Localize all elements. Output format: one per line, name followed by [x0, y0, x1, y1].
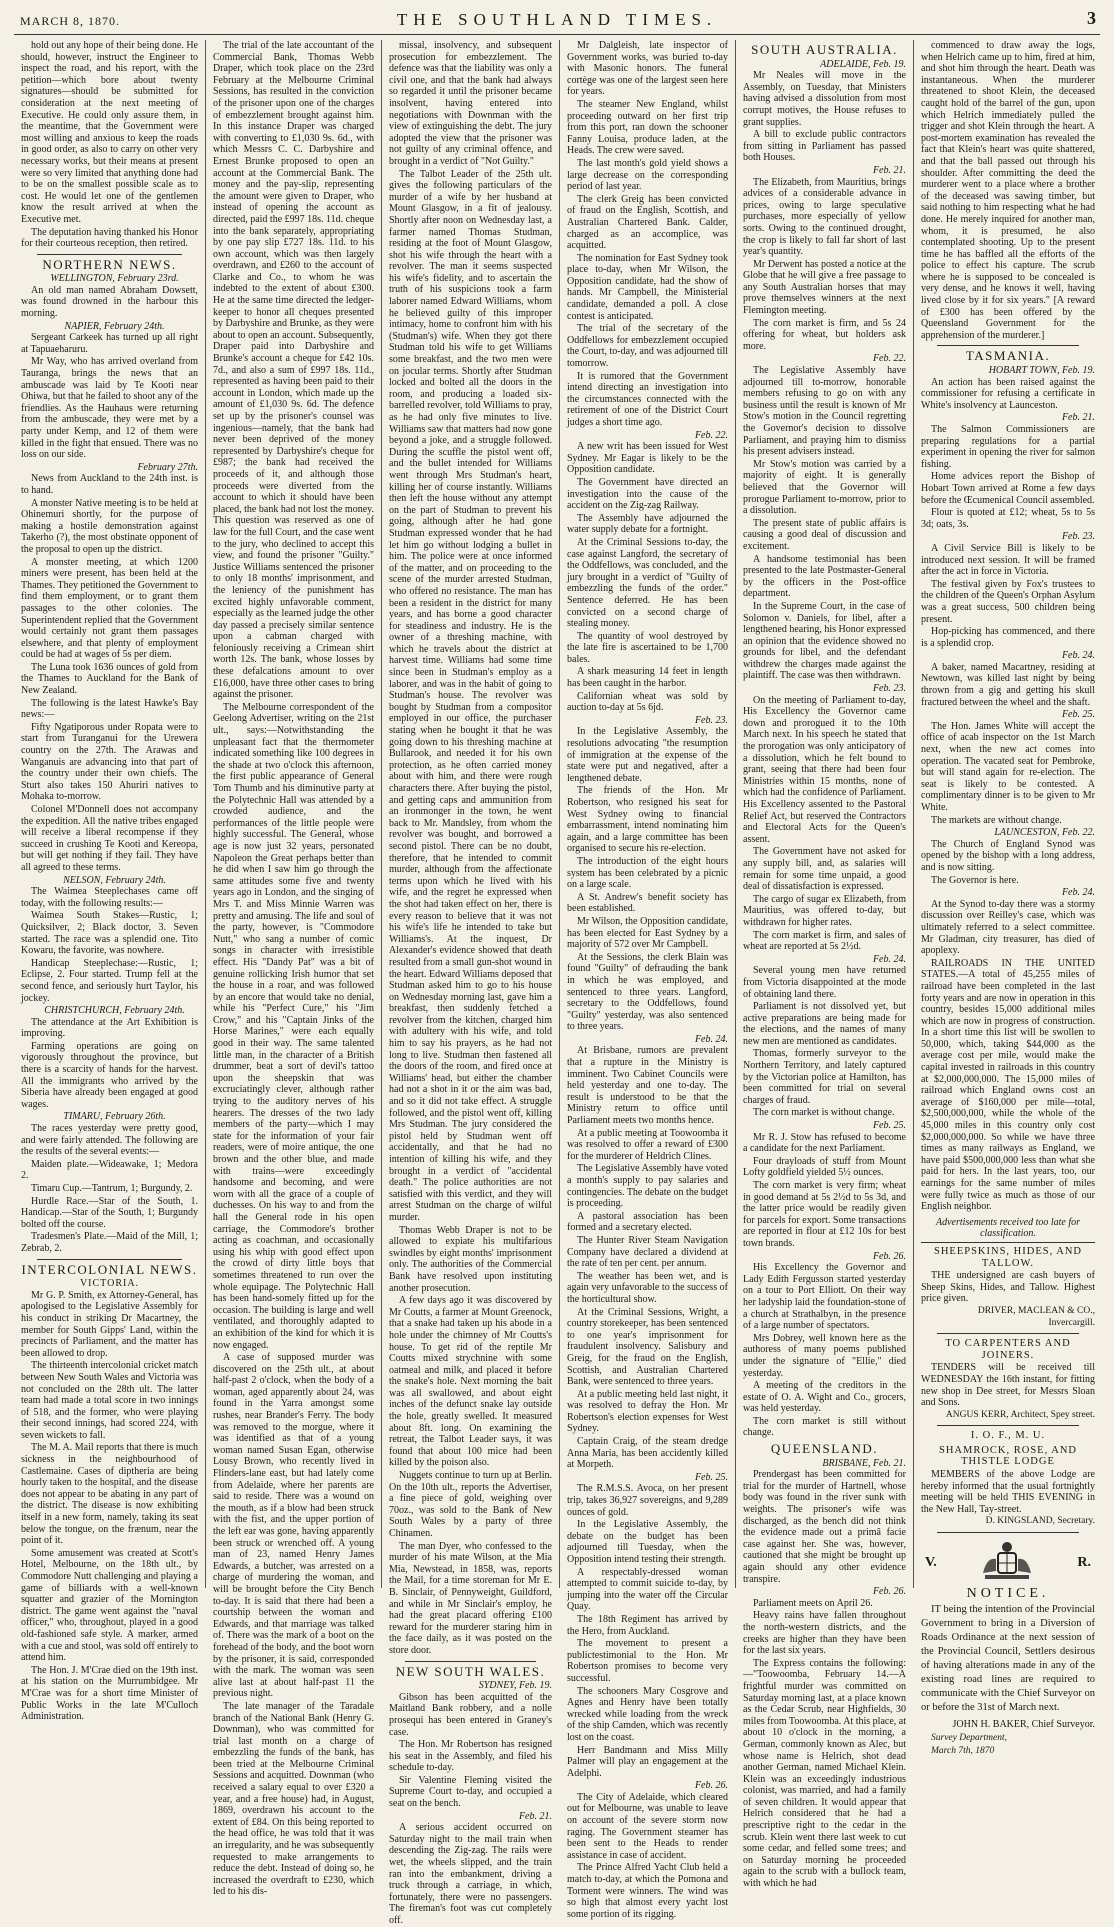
- article-paragraph: Mr Neales will move in the Assembly, on Tuesday, that Ministers having advised a dissolution from most corrupt motives, the House refuses to grant supplies.: [743, 70, 906, 128]
- article-paragraph: A serious accident occurred on Saturday night to the mail train when descending the Zig-zag. The rails were wet, the wheels slipped, and the train ran into the embankment, driving a truck through a carriage, in which, fortunately, there were no passengers. The fireman's foot was cut completely off.: [389, 1822, 552, 1926]
- article-paragraph: Heavy rains have fallen throughout the north-western districts, and the creeks are higher than they have been for the last six years.: [743, 1610, 906, 1657]
- article-paragraph: The Legislative Assembly have adjourned till to-morrow, honorable members refusing to go on with any business until the result is known of Mr Stow's motion in the Council regretting the Governor's decision to dissolve Parliament, and praying him to dismiss his present advisers instead.: [743, 365, 906, 458]
- article-paragraph: Mr R. J. Stow has refused to become a candidate for the next Parliament.: [743, 1131, 906, 1155]
- dateline: Feb. 21.: [872, 164, 906, 176]
- article-paragraph: Gibson has been acquitted of the Maitland Bank robbery, and a nolle prosequi has been entered in Graney's case.: [389, 1691, 552, 1738]
- article-paragraph: In the Supreme Court, in the case of Solomon v. Daniels, for libel, after a lengthened hearing, his Honor expressed an opinion that the evidence showed no grounds for libel, and the defendant withdrew the charges made against the plaintiff. The case was then withdrawn.: [743, 600, 907, 682]
- dateline: SYDNEY, Feb. 19.: [478, 1680, 552, 1692]
- article-paragraph: The Elizabeth, from Mauritius, brings advices of a considerable advance in prices, owing to large speculative purchases, more especially of yellow sorts. Owing to the continued drought, the crop is likely to fall far short of last year's quantity.: [743, 176, 906, 258]
- dateline: Feb. 25.: [694, 1471, 728, 1483]
- section-divider: [37, 254, 182, 255]
- column-2: [206, 40, 382, 1898]
- late-advertisements-heading: Advertisements received too late for classification.: [921, 1217, 1095, 1243]
- column-4: [560, 40, 736, 1920]
- article-paragraph: Mr G. P. Smith, ex Attorney-General, has apologised to the Legislative Assembly for his conduct in striking Dr Macartney, the member for South Gipps' Land, within the precincts of Parliament, and the matter has been allowed to drop.: [21, 1289, 198, 1359]
- dateline: NAPIER, February 24th.: [64, 320, 165, 332]
- article-paragraph: Timaru Cup.—Tantrum, 1; Burgundy, 2.: [31, 1183, 193, 1194]
- article-paragraph: Some amusement was created at Scott's Hotel, Melbourne, on the 18th ult., by Commodore Nutt challenging and playing a game of billiards with a well-known squatter and grazier of the Mornington district. The game went against the "naval officer," who, throughout, played in a good old-fashioned safe style. A marker, armed with a cue and stool, was sold off entirely to attend him.: [21, 1547, 199, 1664]
- article-paragraph: The quantity of wool destroyed by the late fire is ascertained to be 1,700 bales.: [567, 630, 728, 665]
- article-paragraph: Mr Derwent has posted a notice at the Globe that he will give a free passage to any South Australian horses that may prove themselves winners at the next Flemington meeting.: [743, 258, 906, 317]
- ad-title-oddfellows: I. O. F., M. U.: [970, 1430, 1046, 1442]
- article-paragraph: The present state of public affairs is causing a good deal of discussion and excitement.: [743, 517, 906, 552]
- article-paragraph: Handicap Steeplechase:—Rustic, 1; Eclipse, 2. Four started. Trump fell at the second fence, and seriously hurt Taylor, his jockey.: [21, 957, 198, 1004]
- royal-coat-of-arms-icon: [977, 1539, 1037, 1586]
- article-paragraph: At the Sessions, the clerk Blain was found "Guilty" of defrauding the bank in which he was employed, and sentenced to three years. Langford, secretary to the Oddfellows, found "Guilty" yesterday, was also sentenced to three years.: [567, 951, 728, 1033]
- column-1: [14, 40, 206, 1723]
- article-paragraph: In the Legislative Assembly, the debate on the budget has been adjourned till Tuesday, when the Opposition intend testing their strength.: [567, 1519, 728, 1565]
- article-paragraph: At the Synod to-day there was a stormy discussion over Reilley's case, which was ultimately referred to a select committee. Mr Gladman, city treasurer, has died of apoplexy.: [921, 898, 1095, 957]
- dateline: Feb. 24.: [1061, 887, 1095, 899]
- article-paragraph: The Hunter River Steam Navigation Company have declared a dividend at the rate of ten per cent. per annum.: [567, 1234, 728, 1270]
- article-paragraph: Thomas, formerly surveyor to the Northern Territory, and lately captured by the Victorian police at Hamilton, has been committed for trial on several charges of fraud.: [743, 1048, 906, 1106]
- article-paragraph: At the Criminal Sessions, Wright, a country storekeeper, has been sentenced to one year's imprisonment for fraudulent insolvency. Salisbury and Greig, for the fraud on the English, Scottish, and Australian Chartered Bank, were sentenced to three years.: [567, 1306, 728, 1388]
- article-paragraph: The City of Adelaide, which cleared out for Melbourne, was unable to leave on account of the severe storm now raging. The Government steamer has been sent to the Heads to render assistance in case of accident.: [567, 1791, 728, 1861]
- dateline: Feb. 26.: [694, 1780, 728, 1792]
- ad-subtitle-lodge: SHAMROCK, ROSE, AND THISTLE LODGE: [938, 1444, 1078, 1468]
- article-paragraph: The Government have directed an investigation into the cause of the accident on the Zig-zag Railway.: [567, 476, 728, 512]
- article-paragraph: The Talbot Leader of the 25th ult. gives the following particulars of the murder of a wife by her husband at Mount Glasgow, in a fit of jealousy. Shortly after noon on Wednesday last, a farmer named Thomas Studman, residing at the foot of Mount Glasgow, shot his wife through the heart with a revolver. The man it seems suspected his wife's fidelity, and to ascertain the truth of his suspicions took a farm laborer named Edward Williams, whom he believed guilty of this improper intimacy, home to confront him with his (Studman's) wife. When they got there Studman told his wife to get Williams some breakfast, and the two men were on jocular terms. Shortly after Studman locked and bolted all the doors in the room, and producing a loaded six-barrelled revolver, told Williams to pray, as he had only five minutes to live. Williams saw that matters had now gone beyond a joke, and a struggle followed. During the scuffle the pistol went off, and the bullet intended for Williams went through Mrs Studman's heart, killing her of course instantly. Williams then left the house without any attempt on the part of Studman to prevent his going, although after he had gone Studman expressed wonder that he had let him go without lodging a bullet in him. The police were at once informed of the matter, and on proceeding to the scene of the murder arrested Studman, who offered no resistance. The man has been a resident in the district for many years, and has borne a good character for steadiness and industry. He is the owner of a threshing machine, with which he travels about the district at harvest time. Williams had some time since been in Studman's employ as a laborer, and was in the habit of going to Studman's house. The revolver was bought by Studman from a compositor employed in our office, the purchaser stating when he bought it that he was going down to his threshing machine at Bullarook, and needed it for his own protection, as he often carried money about with him, and there were rough characters there. After buying the pistol, and getting caps and ammunition from an ironmonger in the town, he went back to Mr. Mandsley, from whom the revolver was bought, and borrowed a second pistol. There can be no doubt, therefore, that he intended to commit murder, although from the affectionate terms upon which he lived with his wife, and the regret he expressed when the shot had taken effect on her, there is every reason to believe that it was not his wife's life he intended to take but Williams's. At the inquest, Dr Alexander's evidence showed that death resulted from a small gun-shot wound in the heart. Edward Williams deposed that Studman asked him to go to his house on Wednesday morning last, gave him a breakfast, then suddenly fetched a revolver from the kitchen, charged him with adultery with his wife, and told him to say his prayers, as he had not long to live. Studman then fastened all the doors of the room, and fired once at Williams' head, but either the chamber had not a shot in it or the aim was bad, and so it did not take effect. A struggle followed, and the pistol went off, killing Mrs Studman. The jury considered the pistol held by Studman went off accidentally, and that he had no intention of killing his wife, and they brought in a verdict of "accidental death." The police authorities are not satisfied with this verdict, and they will arrest Studman on the charge of wilful murder.: [389, 168, 552, 1223]
- article-paragraph: A handsome testimonial has been presented to the late Postmaster-General by the officers in the Post-office department.: [743, 553, 906, 600]
- dateline: Feb. 25.: [1061, 709, 1095, 721]
- dateline: Feb. 24.: [1061, 650, 1095, 662]
- newspaper-columns: [14, 40, 1102, 1926]
- article-paragraph: The Government have not asked for any supply bill, and, as salaries will remain for some time unpaid, a good deal of dissatisfaction is expressed.: [743, 846, 906, 893]
- article-paragraph: The Assembly have adjourned the water supply debate for a fortnight.: [567, 512, 728, 536]
- article-paragraph: The Melbourne correspondent of the Geelong Advertiser, writing on the 21st ult., says:—Notwithstanding the unpleasant fact that the thermometer indicated something like 100 degrees in the shade at two o'clock this afternoon, the first public appearance of General Tom Thumb and his diminutive party at the Polytechnic Hall was attended by a crowded audience, and the performances of the little people were highly successful. The General, whose age is now just 32 years, personated Napoleon the Great perhaps better than he did when I saw him go through the same attitudes some five and twenty years ago in London, and the singing of Mrs T. and Miss Minnie Warren was pretty and amusing. The life and soul of the party, however, is "Commodore Nutt," who sang a number of comic songs in character with irresistible effect. His "Dandy Pat" was a bit of genuine rollicking Irish humor that set the house in a roar, and was followed by an encore that would take no denial, while his "Perfect Cure," his "Jim Crow," and his "Captain Jinks of the Horse Marines," were each equally good in their way. The same talented little man, in the character of a British drummer, beat a sort of devil's tattoo upon the sheepskin that was excruciatingly clever, although rather trying to the auditory nerves of his hearers. The dresses of the two lady members of the party—which I may state for the information of your fair readers, were of moire antique, the one brown and the other blue, and made with trains—were exceedingly handsome and becoming, and were worn with all the grace of a couple of duchesses. On his way to and from the hall the General rode in his open carriage, the Commodore's brother acting as coachman, and occasionally using his whip with good effect upon the crowd of dirty little boys that sometimes threatened to run over the whole equipage. The Polytechnic Hall has been hand-somely fitted up for the occasion. The building is large and well ventilated, and thoroughly adapted to an exhibition of the kind for which it is now engaged.: [213, 701, 374, 1351]
- article-paragraph: An old man named Abraham Dowsett, was found drowned in the harbour this morning.: [21, 284, 198, 320]
- section-divider: [37, 1259, 182, 1260]
- article-paragraph: The races yesterday were pretty good, and were fairly attended. The following are the results of the several events:—: [21, 1123, 198, 1158]
- article-paragraph: The Salmon Commissioners are preparing regulations for a partial experiment in opening the river for salmon fishing.: [921, 424, 1095, 470]
- article-paragraph: The Prince Alfred Yacht Club held a match to-day, at which the Pomona and Torment were winners. The wind was so high that almost every yacht lost some portion of its rigging.: [567, 1862, 728, 1920]
- masthead: [14, 4, 1100, 35]
- article-paragraph: Home advices report the Bishop of Hobart Town arrived at Rome a few days before the Œcumenical Council assembled.: [921, 471, 1095, 506]
- article-paragraph: A pastoral association has been formed and a secretary elected.: [567, 1210, 728, 1234]
- article-paragraph: The last month's gold yield shows a large decrease on the corresponding period of last year.: [567, 157, 728, 193]
- article-paragraph: A new writ has been issued for West Sydney. Mr Eagar is likely to be the Opposition candidate.: [567, 441, 728, 476]
- article-paragraph: The Express contains the following:—"Toowoomba, February 14.—A frightful murder was committed on Saturday morning last, at a place known as the Cedar Scrub, near Highfields, 30 miles from Toowoomba. At this place, at about 10 o'clock in the morning, a German, commonly known as Alec, but whose name is Helrich, shot dead another German, named Michael Klein. Klein was an exceedingly industrious colonist, was married, and had a family of seven children. It would appear that Helrich considered that he had a prescriptive right to the cedar in the scrub. Klein went there last week to cut some cedar, and felled some trees; and on Saturday morning he proceeded again to the scrub with a bullock team, with which he had: [743, 1657, 906, 1890]
- article-paragraph: News from Auckland to the 24th inst. is to hand.: [21, 473, 198, 496]
- column-3: [382, 40, 560, 1926]
- dateline: LAUNCESTON, Feb. 22.: [994, 827, 1095, 839]
- article-paragraph: A meeting of the creditors in the estate of O. A. Wight and Co., grocers, was held yesterday.: [743, 1380, 906, 1415]
- article-paragraph: Tradesmen's Plate.—Maid of the Mill, 1; Zebrab, 2.: [21, 1231, 198, 1254]
- newspaper-title: THE SOUTHLAND TIMES.: [396, 10, 718, 29]
- article-paragraph: The 18th Regiment has arrived by the Hero, from Auckland.: [567, 1613, 728, 1637]
- dateline: Feb. 22.: [872, 353, 906, 365]
- section-divider: [405, 1661, 536, 1662]
- section-heading-queensland: QUEENSLAND.: [770, 1441, 879, 1457]
- ad-body: TENDERS will be received till WEDNESDAY the 16th instant, for fitting new shop in Dee street, for Messrs Sloan and Sons.: [921, 1362, 1095, 1409]
- article-paragraph: Flour is quoted at £12; wheat, 5s to 5s 3d; oats, 3s.: [921, 507, 1095, 530]
- article-paragraph: The markets are without change.: [931, 814, 1062, 826]
- article-paragraph: The Waimea Steeplechases came off today, with the following results:—: [21, 886, 198, 909]
- ad-body: MEMBERS of the above Lodge are hereby informed that the usual fortnightly meeting will be held THIS EVENING in the New Hall, Tay-street.: [921, 1469, 1095, 1515]
- article-paragraph: Waimea South Stakes—Rustic, 1; Quicksilver, 2; Black doctor, 3. Seven started. The race was a splendid one. Tito Kowaru, the favorite, was nowhere.: [21, 910, 198, 957]
- article-paragraph: The friends of the Hon. Mr Robertson, who resigned his seat for West Sydney owing to financial embarrassment, intend nominating him again, and a large committee has been organised to secure his re-election.: [567, 785, 728, 855]
- article-paragraph: The Hon. James White will accept the office of acab inspector on the 1st March next, when the new act comes into operation. The vacated seat for Pembroke, but will stand again for re-election. The seat is likely to be contested. A complimentary dinner is to be given to Mr White.: [921, 720, 1095, 813]
- article-paragraph: RAILROADS IN THE UNITED STATES.—A total of 45,255 miles of railroad have been completed in the last forty years and are now in operation in this country, besides 15,000 additional miles which are now in progress of construction. In a short time this list will be swollen to 50,000, which, taking $44,000 as the average cost per mile, would make the capital invested in railroads in this country at $2,000,000,000. The 15,000 miles of railroad which England owns cost an average of $160,000 per mile—total, $2,500,000,000, while the whole of the 45,000 miles in this country only cost $2,000,000,000. So while we have three times as many railways as England, we have paid $500,000,000 less than what she paid for hers. In the last years, too, our earnings for the same number of miles were fully twice as much as those of our English neighbor.: [921, 957, 1095, 1213]
- article-paragraph: hold out any hope of their being done. He should, however, instruct the Engineer to inspect the road, and his report, with the petition—which bore about twenty signatures—should be submitted for consideration at the next meeting of Executive. He could only assure them, in the meantime, that the Government were most willing and anxious to keep the roads in good order, as also to carry on other very necessary works, but their means at present were so very limited that anything done had to be on the smallest possible scale as to cost. He would let one of the gentlemen know the result arrived at when the Executive met.: [21, 40, 198, 225]
- section-heading-south-australia: SOUTH AUSTRALIA.: [751, 42, 898, 57]
- dateline: NELSON, February 24th.: [63, 874, 166, 886]
- dateline: Feb. 26.: [872, 1250, 906, 1262]
- section-heading-intercolonial-news: INTERCOLONIAL NEWS.: [21, 1261, 198, 1277]
- article-paragraph: A monster Native meeting is to be held at Ohinemuri shortly, for the purpose of making a hostile demonstration against Takerho (?), the most obstinate opponent of the proposal to open up the district.: [21, 497, 198, 555]
- article-paragraph: The trial of the secretary of the Oddfellows for embezzlement occupied the Court, to-day, and was adjourned till tomorrow.: [567, 323, 728, 370]
- article-paragraph: Captain Craig, of the steam dredge Anna Maria, has been accidently killed at Morpeth.: [567, 1436, 728, 1471]
- notice-title: NOTICE.: [966, 1585, 1050, 1601]
- crest-letter-left: V.: [925, 1554, 937, 1570]
- dateline: WELLINGTON, February 23rd.: [50, 273, 179, 285]
- article-paragraph: Fifty Ngatiporous under Ropata were to start from Turanganui for the Urewera country on the 27th. The Arawas and Wanganuis are advancing into that part of the country under their own chiefs. The Sturt also takes 150 Ahuriri natives to Mohaka to-morrow.: [21, 721, 198, 803]
- dateline: Feb. 22.: [694, 429, 728, 441]
- dateline: HOBART TOWN, Feb. 19.: [988, 365, 1095, 377]
- article-paragraph: Hop-picking has commenced, and there is a splendid crop.: [921, 626, 1095, 649]
- article-paragraph: Herr Bandmann and Miss Milly Palmer will play an engagement at the Adelphi.: [567, 1744, 728, 1779]
- article-paragraph: Mr Way, who has arrived overland from Tauranga, brings the news that an ambuscade was laid by Te Kooti near Ohiwa, but that he failed to shoot any of the friendlies. As the Hauhaus were returning from the ambuscade, they were met by a party under Kemp, and 12 of them were killed in the fight that ensued. There was no loss on our side.: [21, 356, 198, 461]
- article-paragraph: A few days ago it was discovered by Mr Coutts, a farmer at Mount Greenock, that a snake had taken up his abode in a hole under the chimney of Mr Coutts's house. To get rid of the reptile Mr Coutts mixed strychnine with some oatmeal and milk, and placed it before the snake's hole. Next morning the bait was all swallowed, and about eight inches of the defunct snake lay outside the hole, greatly swelled. It measured about 8ft. long. On examining the retreat, the Talbot Leader says, it was found that about 100 mice had been killed by the poison also.: [389, 1295, 552, 1469]
- article-paragraph: Several young men have returned from Victoria disappointed at the mode of obtaining land there.: [743, 965, 906, 1000]
- royal-crest: [925, 1539, 1091, 1586]
- article-paragraph: The weather has been wet, and is again very unfavorable to the success of the horticultural show.: [567, 1270, 728, 1305]
- article-paragraph: An action has been raised against the commissioner for refusing a certificate in White's insolvency at Launceston.: [921, 376, 1095, 411]
- article-paragraph: Maiden plate.—Wideawake, 1; Medora 2.: [21, 1158, 198, 1182]
- dateline: ADELAIDE, Feb. 19.: [820, 58, 906, 70]
- dateline: Feb. 23.: [872, 683, 906, 695]
- dateline: Feb. 23.: [1061, 531, 1095, 543]
- article-paragraph: A respectably-dressed woman attempted to commit suicide to-day, by jumping into the water off the Circular Quay.: [567, 1566, 728, 1613]
- article-paragraph: The festival given by Fox's trustees to the children of the Queen's Orphan Asylum was a great success, 500 children being present.: [921, 578, 1095, 625]
- ad-title-carpenters: TO CARPENTERS AND JOINERS.: [945, 1338, 1071, 1361]
- article-paragraph: The clerk Greig has been convicted of fraud on the English, Scottish, and Australian Chartered Bank. Calder, charged as an accomplice, was acquitted.: [567, 193, 728, 252]
- article-paragraph: The cargo of sugar ex Elizabeth, from Mauritius, was offered to-day, but withdrawn for higher rates.: [743, 893, 906, 928]
- article-paragraph: A case of supposed murder was discovered on the 25th ult., at about half-past 2 o'clock, when the body of a woman, aged apparently about 24, was found in the Yarra amongst some rushes, near Brander's Ferry. The body was removed to the morgue, where it was identified as that of a young woman named Susan Egan, otherwise Lousy Brown, who recently lived in Flinders-lane east, but had lately come from Adelaide, where her parents are said to reside. There was a wound on the mouth, as if a blow had been struck with the fist, and the upper portion of the left ear was gone, having apparently been struck or wrenched off. A young man of 23, named Henry James Edwards, a butcher, was arrested on a charge of murdering the woman, and will be brought before the City Bench to-day. It is said that there had been a courtship between the woman and Edwards, and that marriage was talked of. There was the mark of a boot on the forehead of the body, and the boot worn by the prisoner, it is said, corresponded with the mark. The woman was seen alive last at about half-past 11 the previous night.: [213, 1352, 374, 1700]
- section-heading-new-south-wales: NEW SOUTH WALES.: [395, 1663, 546, 1679]
- column-5: [736, 40, 914, 1890]
- ad-body: THE undersigned are cash buyers of Sheep Skins, Hides, and Tallow. Highest price given.: [921, 1270, 1095, 1305]
- column-6: [914, 40, 1102, 1757]
- article-paragraph: At a public meeting at Toowoomba it was resolved to offer a reward of £300 for the murderer of Heldrich Clines.: [567, 1127, 728, 1162]
- section-divider: [937, 1333, 1079, 1334]
- article-paragraph: The Hon. Mr Robertson has resigned his seat in the Assembly, and filed his schedule to-day.: [389, 1739, 552, 1774]
- article-paragraph: Sir Valentine Fleming visited the Supreme Court to-day, and occupied a seat on the bench.: [389, 1774, 552, 1810]
- article-paragraph: A Civil Service Bill is likely to be introduced next session. It will be framed after the act in force in Victoria.: [921, 542, 1095, 578]
- dateline: CHRISTCHURCH, February 24th.: [44, 1005, 185, 1017]
- article-paragraph: The steamer New England, whilst proceeding outward on her first trip from this port, ran down the schooner Fanny Louisa, produce laden, at the Heads. The crew were saved.: [567, 98, 728, 157]
- article-paragraph: It is rumored that the Government intend directing an investigation into the circumstances connected with the retirement of one of the District Court judges a short time ago.: [567, 370, 728, 428]
- article-paragraph: A St. Andrew's benefit society has been established.: [567, 891, 728, 915]
- article-paragraph: The corn market is still without change.: [743, 1415, 906, 1439]
- dateline: TIMARU, February 26th.: [63, 1111, 166, 1123]
- article-paragraph: A baker, named Macartney, residing at Newtown, was killed last night by being thrown from a gig and getting his skull fractured between the wheel and the shaft.: [921, 661, 1095, 708]
- article-paragraph: The man Dyer, who confessed to the murder of his mate Wilson, at the Mia Mia, Newstead, in 1858, was, reports the Mail, for a time storeman for Mr E. B. Sinclair, of Pennyweight, Guildford, and while in Mr Sinclair's employ, he had the great placard offering £100 reward for the murderer staring him in the face daily, as it was posted on the store door.: [389, 1540, 552, 1656]
- crest-letter-right: R.: [1077, 1554, 1091, 1570]
- dateline: Feb. 21.: [1061, 412, 1095, 424]
- article-paragraph: Mr Stow's motion was carried by a majority of eight. It is generally believed that the Governor will prorogue Parliament to-morrow, prior to a dissolution.: [743, 458, 906, 517]
- article-paragraph: The Church of England Synod was opened by the bishop with a long address, and is now sitting.: [921, 838, 1095, 873]
- article-paragraph: Colonel M'Donnell does not accompany the expedition. All the native tribes engaged will receive a liberal recompense if they succeed in crushing Te Kooti and Kereopa, but will get nothing if they fail. They have all agreed to these terms.: [21, 804, 198, 873]
- dateline: Feb. 21.: [518, 1810, 552, 1822]
- dateline: Feb. 23.: [694, 714, 728, 726]
- notice-signature: JOHN H. BAKER, Chief Surveyor.: [952, 1719, 1095, 1731]
- article-paragraph: The introduction of the eight hours system has been celebrated by a picnic on a large scale.: [567, 855, 728, 891]
- subsection-heading-victoria: VICTORIA.: [79, 1278, 140, 1290]
- article-paragraph: The Hon. J. M'Crae died on the 19th inst. at his station on the Murrumbidgee. Mr M'Crae was for a short time Minister of Public Works in the late M'Culloch Administration.: [21, 1664, 198, 1723]
- section-divider: [937, 345, 1079, 346]
- section-divider: [937, 1425, 1079, 1426]
- notice-department: Survey Department,: [931, 1732, 1007, 1743]
- issue-date: MARCH 8, 1870.: [20, 14, 121, 28]
- notice-body: IT being the intention of the Provincial Government to bring in a Diversion of Roads Ordinance at the next session of the Provincial Council, Settlers desirous of having alterations made in any of the existing road lines are required to communicate with the Chief Surveyor on or before the 31st of March next.: [921, 1604, 1095, 1714]
- article-paragraph: Parliament meets on April 26.: [753, 1597, 873, 1609]
- section-heading-tasmania: TASMANIA.: [965, 348, 1051, 364]
- section-heading-northern-news: NORTHERN NEWS.: [42, 256, 177, 272]
- article-paragraph: The attendance at the Art Exhibition is improving.: [21, 1016, 198, 1040]
- dateline: February 27th.: [137, 461, 198, 473]
- article-paragraph: The Legislative Assembly have voted a month's supply to pay salaries and contingencies. The debate on the budget is proceeding.: [567, 1163, 728, 1210]
- article-paragraph: The corn market is firm, and 5s 24 offering for wheat, but holders ask more.: [743, 317, 906, 352]
- article-paragraph: Mr Dalgleish, late inspector of Government works, was buried to-day with Masonic honors. The funeral cortège was one of the largest seen here for years.: [567, 40, 728, 98]
- page-number: 3: [1087, 8, 1096, 28]
- article-paragraph: Nuggets continue to turn up at Berlin. On the 10th ult., reports the Advertiser, a fine piece of gold, weighing over 70oz., was sold to the Bank of New South Wales by a party of three Chinamen.: [389, 1470, 552, 1539]
- article-paragraph: Parliament is not dissolved yet, but active preparations are being made for the elections, and the names of many new men are mentioned as candidates.: [743, 1001, 906, 1047]
- dateline: Feb. 26.: [872, 1586, 906, 1598]
- ad-title-sheepskins: SHEEPSKINS, HIDES, AND TALLOW.: [933, 1245, 1082, 1269]
- article-paragraph: The nomination for East Sydney took place to-day, when Mr Wilson, the Opposition candidate, had the show of hands. Mr Campbell, the Ministerial candidate, demanded a poll. A close contest is anticipated.: [567, 252, 728, 322]
- article-paragraph: The corn market is firm, and sales of wheat are reported at 5s 2½d.: [743, 929, 906, 953]
- article-paragraph: A bill to exclude public contractors from sitting in Parliament has passed both Houses.: [743, 129, 906, 164]
- article-paragraph: At Brisbane, rumors are prevalent that a rupture in the Ministry is imminent. Two Cabinet Councils were held yesterday and one to-day. The result is understood to be that the Ministry return to office until Parliament meets two months hence.: [567, 1045, 728, 1127]
- ad-signature: DRIVER, MACLEAN & CO., Invercargill.: [977, 1305, 1095, 1328]
- article-paragraph: A shark measuring 14 feet in length has been caught in the harbor.: [567, 666, 728, 690]
- dateline: BRISBANE, Feb. 21.: [822, 1457, 906, 1469]
- article-paragraph: commenced to draw away the logs, when Helrich came up to him, fired at him, and shot him through the heart. Death was instantaneous. When the murderer threatened to shoot Klein, the deceased caught hold of the barrel of the gun, upon which Helrich immediately pulled the trigger and shot Klein through the heart. A post-mortem examination has revealed the fact that Klein's heart was quite shattered, and that the ball passed out through his shoulder. After committing the deed the murderer went to a place where a brother of the deceased was sawing timber, but said nothing to him respecting what he had done. He merely inquired for another man, whom, it is presumed, he also contemplated shooting. Up to the present time he has baffled all the efforts of the police to effect his capture. The scrub where he is supposed to be concealed is very dense, and he knows it well, having lived close by it for six years." [A reward of £300 has been offered by the Queensland Government for the apprehension of the murderer.]: [921, 40, 1095, 341]
- article-paragraph: Sergeant Carkeek has turned up all right at Tapuaeharuru.: [21, 332, 198, 355]
- article-paragraph: Prendergast has been committed for trial for the murder of Hartnell, whose body was found in the river sunk with weights. The prisoner's wife was discharged, as the bench did not think the evidence made out a primâ facie case against her. She was, however, cautioned that she might be brought up again should any other evidence transpire.: [743, 1469, 906, 1585]
- article-paragraph: Thomas Webb Draper is not to be allowed to expiate his multifarious swindles by eight months' imprisonment only. The authorities of the Commercial Bank have resolved upon instituting another prosecution.: [389, 1224, 552, 1294]
- ad-signature: D. KINGSLAND, Secretary.: [985, 1516, 1095, 1527]
- article-paragraph: The movement to present a publictestimonial to the Hon. Mr Robertson promises to become very successful.: [567, 1638, 728, 1684]
- dateline: Feb. 24.: [872, 953, 906, 965]
- dateline: Feb. 25.: [872, 1120, 906, 1132]
- article-paragraph: In the Legislative Assembly, the resolutions advocating "the resumption of immigration at the expense of the state were put and negatived, after a lengthened debate.: [567, 726, 728, 784]
- article-paragraph: On the meeting of Parliament to-day, His Excellency the Governor came down and prorogued it to the 10th March next. In his speech he stated that the prorogation was only anticipatory of a dissolution, which he felt bound to grant, seeing that there had been four Ministries within 15 months, none of which had the confidence of Parliament. His Excellency assented to the Pastoral Relief Act, but reserved the Contractors and Electoral Acts for the Queen's assent.: [743, 694, 906, 845]
- notice-date: March 7th, 1870: [931, 1746, 995, 1757]
- article-paragraph: Mr Wilson, the Opposition candidate, has been elected for East Sydney by a majority of 572 over Mr Campbell.: [567, 915, 728, 951]
- article-paragraph: Four drayloads of stuff from Mount Lofty goldfield yielded 5½ ounces.: [743, 1155, 906, 1179]
- dateline: Feb. 24.: [694, 1033, 728, 1045]
- article-paragraph: The trial of the late accountant of the Commercial Bank, Thomas Webb Draper, which took place on the 23rd February at the Melbourne Criminal Sessions, has resulted in the conviction of the prisoner upon one of the charges of embezzlement brought against him. In this instance Draper was charged with converting to £1,030 9s. 6d., with which Messrs C. C. Darbyshire and Ernest Brunke proposed to open an account at the Commercial Bank. The money and the pay-slip, representing the amount were given to Draper, who instead of opening the account as directed, paid the £997 18s. 11d. cheque into the bank separately, appropriating by one pay slip £727 18s. 11d. to his own account, which was then largely overdrawn, and £260 to the account of Clarke and Co., to whom he was indebted to the extent of about £300. He at the same time directed the ledger-keeper to honor all cheques presented by Darbyshire and Brunke, as they were about to open an account. Subsequently, Draper paid into Darbyshire and Brunke's account a cheque for £42 10s. 7d., and also a sum of £997 18s. 11d., represented as having been paid to their account in London, which made up the amount of £1,030 9s. 6d. The defence set up by the prisoner's counsel was ingenious—namely, that the bank had never been deprived of the money represented by Darbyshire's cheque for £987; the bank had received the proceeds of it, and although those proceeds were diverted from the account to which it should have been placed, the bank had not lost the money. This question was reserved as one of law for the full Court, and the case went to the jury, who declined to accept this view, and found the prisoner "Guilty." Justice Williams sentenced the prisoner to only 18 months' imprisonment, and the leniency of the punishment has excited highly unfavorable comment, especially as the learned judge the other day passed a precisely similar sentence upon a cabman charged with feloniously receiving a Crimean shirt worth 12s. The bank, whose losses by these defalcations amount to over £16,000, have three other cases to bring against the prisoner.: [213, 40, 374, 701]
- article-paragraph: Mrs Dobrey, well known here as the authoress of many poems published under the signature of "Ellie," died yesterday.: [743, 1332, 906, 1379]
- article-paragraph: The R.M.S.S. Avoca, on her present trip, takes 36,927 sovereigns, and 9,289 ounces of gold.: [567, 1483, 728, 1518]
- article-paragraph: Hurdle Race.—Star of the South, 1. Handicap.—Star of the South, 1; Burgundy bolted off the course.: [21, 1195, 198, 1230]
- article-paragraph: At a public meeting held last night, it was resolved to defray the Hon. Mr Robertson's election expenses for West Sydney.: [567, 1388, 728, 1435]
- article-paragraph: The M. A. Mail reports that there is much sickness in the neighbourhood of Castlemaine. Cases of diptheria are being hourly taken to the hospital, and the disease does not appear to be abating in any part of the district. The disease is now exhibiting itself in a new form, namely, taking its seat below the tongue, on the frænum, near the point of it.: [21, 1442, 198, 1547]
- article-paragraph: His Excellency the Governor and Lady Edith Fergusson started yesterday on a tour to Port Elliott. On their way her ladyship laid the foundation-stone of a church at Strathalbyn, in the presence of a large number of spectators.: [743, 1262, 906, 1332]
- article-paragraph: At the Criminal Sessions to-day, the case against Langford, the secretary of the Oddfellows, was concluded, and the jury brought in a verdict of "Guilty of embezzling the funds of the order." Sentence deferred. He has been convicted on a second charge of stealing money.: [567, 536, 728, 630]
- ad-signature: ANGUS KERR, Architect, Spey street.: [945, 1409, 1095, 1420]
- article-paragraph: A monster meeting, at which 1200 miners were present, has been held at the Thames. They petitioned the Government to find them employment, or to grant them passages to the other colonies. The Superintendent replied that the Government would certainly not grant them passages elsewhere, and that plenty of employment could be had at wages of 5s per diem.: [21, 556, 198, 661]
- article-paragraph: Farming operations are going on vigorously throughout the province, but there is a scarcity of hands for the harvest. All the immigrants who arrived by the Siberia have already been engaged at good wages.: [21, 1040, 198, 1110]
- article-paragraph: The late manager of the Taradale branch of the National Bank (Henry G. Downman), who was committed for trial last month on a charge of embezzling the funds of the bank, has been tried at the Melbourne Criminal Sessions and acquitted. Downman (who received a salary equal to over £320 a year, and a free house) had, in August, 1869, overdrawn his account to the extent of £84. On this being reported to the head office, he was told that it was an irregularity, and he was subsequently requested to make arrangements to reduce the debt. Instead of doing so, he increased the overdraft to £230, which led to his dis-: [213, 1700, 374, 1898]
- article-paragraph: The corn market is very firm; wheat in good demand at 5s 2½d to 5s 3d, and the latter price would be readily given for parcels for export. Some transactions are reported in flour at £12 10s for best town brands.: [743, 1180, 906, 1249]
- article-paragraph: The following is the latest Hawke's Bay news:—: [21, 697, 198, 721]
- article-paragraph: The schooners Mary Cosgrove and Agnes and Henry have been totally wrecked while loading from the wreck of the ship Camden, which was recently lost on the coast.: [567, 1685, 728, 1743]
- article-paragraph: The deputation having thanked his Honor for their courteous reception, then retired.: [21, 226, 198, 250]
- article-paragraph: The thirteenth intercolonial cricket match between New South Wales and Victoria was not concluded on the 28th ult. The latter team had made a total score in two innings of 518, and the former, who were playing their second innings, had scored 224, with seven wickets to fall.: [21, 1360, 198, 1441]
- article-paragraph: The Governor is here.: [931, 874, 1019, 886]
- article-paragraph: The corn market is without change.: [753, 1107, 895, 1119]
- section-divider: [937, 1532, 1079, 1533]
- article-paragraph: Californian wheat was sold by auction to-day at 5s 6jd.: [567, 690, 728, 714]
- article-paragraph: The Luna took 1636 ounces of gold from the Thames to Auckland for the Bank of New Zealand.: [21, 661, 198, 697]
- article-paragraph: missal, insolvency, and subsequent prosecution for embezzlement. The defence was that the liability was only a civil one, and that the bank had always so regarded it until the prisoner became insolvent, having entered into negotiations with Downman with the view of extinguishing the debt. The jury adopted the view that the prisoner was not guilty of any criminal offence, and brought in a verdict of "Not Guilty.": [389, 40, 552, 167]
